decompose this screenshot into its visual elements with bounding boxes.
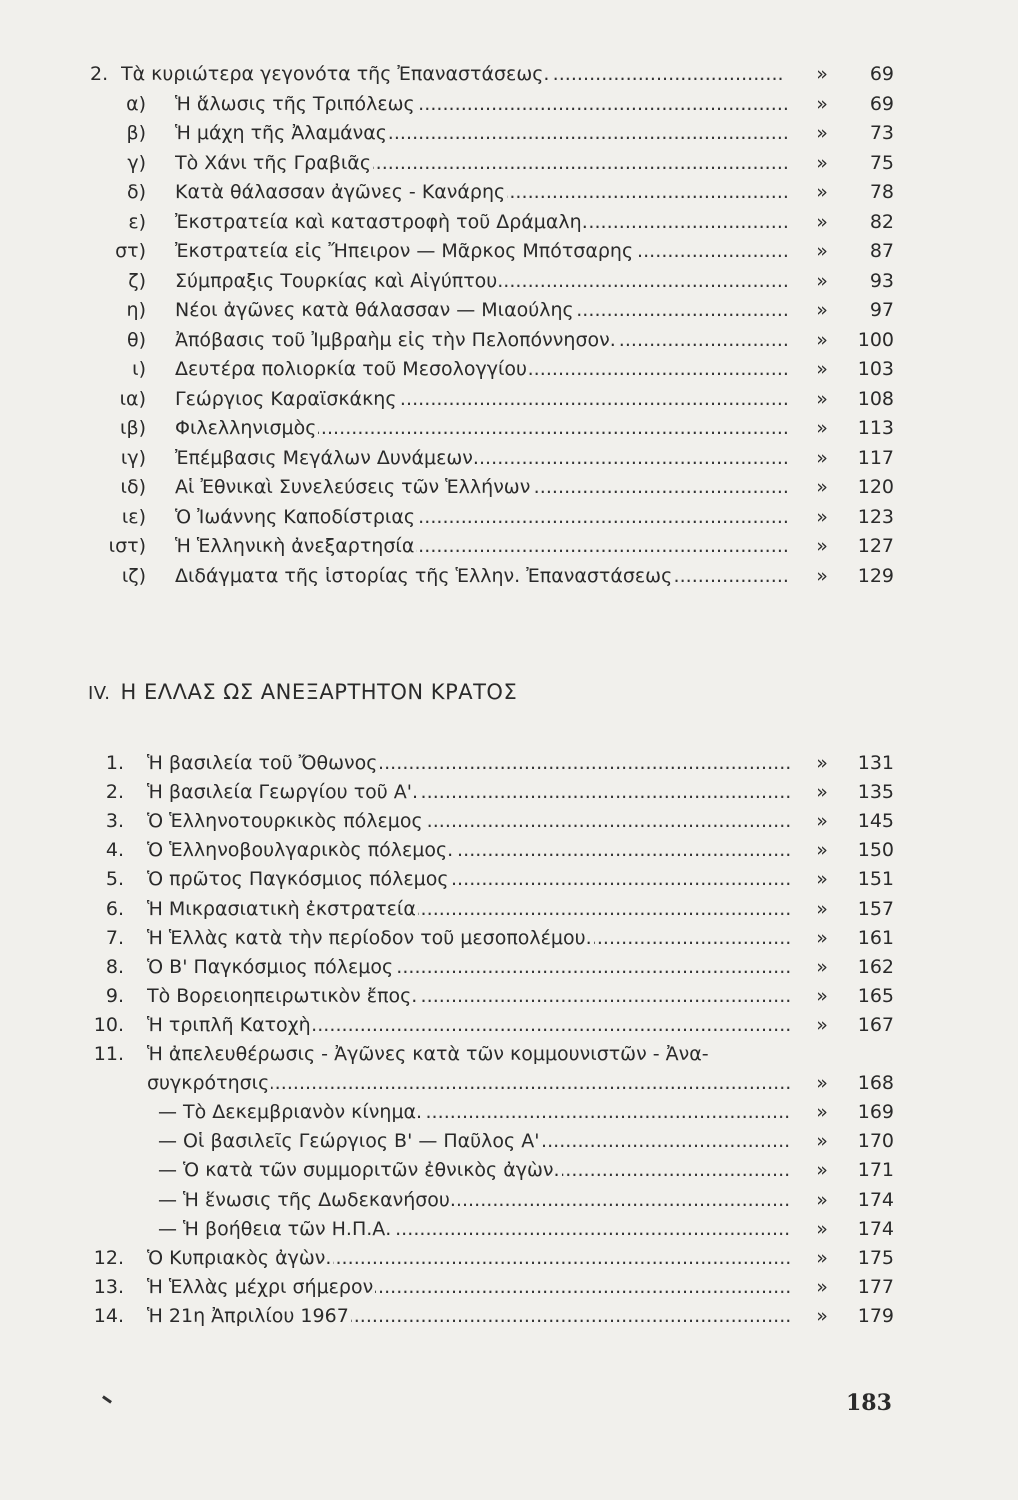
toc-item-title xyxy=(175,384,790,414)
toc-item-title-text: Νέοι ἀγῶνες κατὰ θάλασσαν — Μιαούλης xyxy=(175,299,574,321)
toc-item-title-text: Ἡ βασιλεία Γεωργίου τοῦ Α'. xyxy=(147,781,419,804)
toc-item-title-text: Ἡ 21η Ἀπριλίου 1967 xyxy=(147,1304,349,1327)
toc-item-number: 7. xyxy=(105,926,124,949)
toc-item-number: 2. xyxy=(90,63,109,85)
toc-item-title-text: Φιλελληνισμὸς xyxy=(175,417,317,439)
toc-item-title xyxy=(147,777,790,807)
toc-page-number: 174 xyxy=(857,1217,894,1240)
toc-item-title xyxy=(147,806,790,836)
toc-ditto-mark: » xyxy=(816,926,828,949)
toc-item-title xyxy=(175,295,790,325)
toc-item-number: 4. xyxy=(105,839,124,862)
toc-row xyxy=(0,325,1018,355)
toc-item-title xyxy=(147,1243,790,1273)
toc-page-number: 123 xyxy=(857,505,894,528)
toc-item-number: ιζ) xyxy=(121,564,146,587)
toc-row xyxy=(0,806,1018,836)
toc-item-title xyxy=(147,1010,790,1040)
toc-item-title-text: Ὁ πρῶτος Παγκόσμιος πόλεμος xyxy=(147,868,449,891)
toc-item-title xyxy=(175,325,790,355)
toc-item-number: 2. xyxy=(105,781,124,804)
toc-page-number: 127 xyxy=(857,535,894,557)
toc-item-title xyxy=(158,1097,790,1127)
toc-item-title xyxy=(175,531,790,561)
toc-ditto-mark: » xyxy=(816,535,828,557)
toc-page-number: 131 xyxy=(857,752,894,774)
toc-page-number: 177 xyxy=(857,1275,894,1298)
toc-row xyxy=(0,1185,1018,1215)
toc-ditto-mark: » xyxy=(816,92,828,115)
toc-page-number: 174 xyxy=(857,1188,894,1211)
toc-item-title xyxy=(147,981,790,1011)
toc-item-title-text: Γεώργιος Καραϊσκάκης xyxy=(175,387,397,410)
toc-item-number: 8. xyxy=(105,955,124,978)
toc-ditto-mark: » xyxy=(816,1101,828,1124)
toc-ditto-mark: » xyxy=(816,328,828,351)
toc-row xyxy=(0,894,1018,924)
toc-page-number: 93 xyxy=(869,269,894,292)
toc-ditto-mark: » xyxy=(816,868,828,891)
toc-item-number: δ) xyxy=(126,181,146,203)
toc-row xyxy=(0,561,1018,591)
toc-ditto-mark: » xyxy=(816,387,828,410)
toc-ditto-mark: » xyxy=(816,781,828,804)
toc-item-title-text: — Ἡ ἕνωσις τῆς Δωδεκανήσου. xyxy=(158,1188,456,1211)
toc-item-title xyxy=(121,59,790,89)
toc-item-title-text: — Τὸ Δεκεμβριανὸν κίνημα. xyxy=(158,1101,423,1124)
toc-row xyxy=(0,472,1018,502)
toc-row xyxy=(0,531,1018,561)
toc-item-title-text: Ἡ ἅλωσις τῆς Τριπόλεως xyxy=(175,92,415,115)
toc-ditto-mark: » xyxy=(816,210,828,233)
toc-ditto-mark: » xyxy=(816,564,828,587)
toc-page-number: 117 xyxy=(857,446,894,469)
toc-item-number: 11. xyxy=(93,1043,124,1065)
toc-ditto-mark: » xyxy=(816,897,828,920)
toc-page-number: 145 xyxy=(857,810,894,833)
toc-row xyxy=(0,1126,1018,1156)
toc-item-title-text: Ὁ Κυπριακὸς ἀγὼν. xyxy=(147,1246,332,1269)
toc-ditto-mark: » xyxy=(816,269,828,292)
toc-item-title-text: Κατὰ θάλασσαν ἀγῶνες - Κανάρης xyxy=(175,181,506,203)
toc-item-title-text: Τὸ Χάνι τῆς Γραβιᾶς xyxy=(175,151,371,174)
toc-item-number: στ) xyxy=(115,240,146,262)
toc-row xyxy=(0,1155,1018,1185)
toc-page-number: 69 xyxy=(869,92,894,115)
toc-item-number: ζ) xyxy=(128,269,146,292)
toc-page-number: 169 xyxy=(857,1101,894,1124)
toc-item-title-text: συγκρότησις xyxy=(147,1072,270,1095)
toc-row xyxy=(0,1039,1018,1069)
toc-row xyxy=(0,177,1018,207)
toc-row xyxy=(0,59,1018,89)
toc-row xyxy=(0,981,1018,1011)
toc-item-number: γ) xyxy=(127,151,146,174)
toc-item-title xyxy=(147,952,790,982)
toc-item-number: 14. xyxy=(93,1304,124,1327)
toc-item-title xyxy=(175,118,790,148)
toc-item-number: ι) xyxy=(132,358,146,380)
toc-item-title-text: Ὁ Ἑλληνοβουλγαρικὸς πόλεμος. xyxy=(147,839,454,862)
toc-item-title-text: Αἱ Ἐθνικαὶ Συνελεύσεις τῶν Ἑλλήνων xyxy=(175,476,531,498)
toc-item-title xyxy=(158,1126,790,1156)
toc-ditto-mark: » xyxy=(816,839,828,862)
toc-item-title xyxy=(175,413,790,443)
toc-item-number: 13. xyxy=(93,1275,124,1298)
toc-item-number: θ) xyxy=(126,328,146,351)
toc-item-number: ια) xyxy=(119,387,146,410)
toc-item-number: ιβ) xyxy=(120,417,146,439)
toc-ditto-mark: » xyxy=(816,417,828,439)
toc-item-title xyxy=(147,1272,790,1302)
toc-row xyxy=(0,148,1018,178)
toc-row xyxy=(0,1301,1018,1331)
toc-ditto-mark: » xyxy=(816,505,828,528)
toc-page-number: 100 xyxy=(857,328,894,351)
toc-row xyxy=(0,502,1018,532)
section-4-heading xyxy=(88,680,517,704)
toc-item-title-text: Ὁ Ἰωάννης Καποδίστριας xyxy=(175,505,416,528)
toc-item-title-text: — Ὁ κατὰ τῶν συμμοριτῶν ἐθνικὸς ἀγὼν. xyxy=(158,1159,560,1182)
toc-page-number: 73 xyxy=(869,122,894,144)
toc-page-number: 151 xyxy=(857,868,894,891)
toc-ditto-mark: » xyxy=(816,1130,828,1153)
toc-ditto-mark: » xyxy=(816,1013,828,1036)
toc-item-title-text: Ἡ μάχη τῆς Ἀλαμάνας xyxy=(175,122,387,144)
toc-row xyxy=(0,1010,1018,1040)
toc-ditto-mark: » xyxy=(816,984,828,1007)
toc-ditto-mark: » xyxy=(816,63,828,85)
toc-page-number: 168 xyxy=(857,1072,894,1095)
toc-item-number: 10. xyxy=(93,1013,124,1036)
toc-item-number: 3. xyxy=(105,810,124,833)
toc-page-number: 157 xyxy=(857,897,894,920)
toc-row xyxy=(0,295,1018,325)
toc-ditto-mark: » xyxy=(816,955,828,978)
toc-item-title-text: Διδάγματα τῆς ἱστορίας τῆς Ἑλλην. Ἐπαναστάσεως xyxy=(175,564,673,587)
toc-page-number: 175 xyxy=(857,1246,894,1269)
toc-item-title-text: Ἡ βασιλεία τοῦ Ὄθωνος xyxy=(147,752,378,774)
toc-row xyxy=(0,413,1018,443)
toc-item-title-text: Ἐκστρατεία εἰς Ἤπειρον — Μᾶρκος Μπότσαρης xyxy=(175,240,634,262)
toc-ditto-mark: » xyxy=(816,1072,828,1095)
toc-item-title xyxy=(158,1155,790,1185)
toc-ditto-mark: » xyxy=(816,1217,828,1240)
toc-ditto-mark: » xyxy=(816,1275,828,1298)
toc-page-number: 103 xyxy=(857,358,894,380)
toc-item-title-text: Ἀπόβασις τοῦ Ἰμβραὴμ εἰς τὴν Πελοπόννησον. xyxy=(175,328,616,351)
toc-item-title xyxy=(147,748,790,778)
toc-page-number: 97 xyxy=(869,299,894,321)
toc-item-title-text: — Ἡ βοήθεια τῶν Η.Π.Α. xyxy=(158,1217,392,1240)
toc-item-title xyxy=(158,1185,790,1215)
toc-item-title-text: Τὸ Βορειοηπειρωτικὸν ἔπος. xyxy=(147,984,418,1007)
toc-item-number: 12. xyxy=(93,1246,124,1269)
toc-ditto-mark: » xyxy=(816,122,828,144)
toc-page-number: 135 xyxy=(857,781,894,804)
toc-page-number: 75 xyxy=(869,151,894,174)
toc-item-title xyxy=(175,177,790,207)
toc-page-number: 150 xyxy=(857,839,894,862)
section-4-title: Η ΕΛΛΑΣ ΩΣ ΑΝΕΞΑΡΤΗΤΟΝ ΚΡΑΤΟΣ xyxy=(120,680,518,704)
toc-row xyxy=(0,748,1018,778)
toc-item-number: ε) xyxy=(128,210,146,233)
toc-item-title-text: Ἐκστρατεία καὶ καταστροφὴ τοῦ Δράμαλη. xyxy=(175,210,588,233)
toc-ditto-mark: » xyxy=(816,752,828,774)
toc-item-title xyxy=(147,1039,867,1069)
toc-item-title-text: Ἐπέμβασις Μεγάλων Δυνάμεων. xyxy=(175,446,479,469)
toc-row xyxy=(0,354,1018,384)
toc-item-number: ιε) xyxy=(121,505,146,528)
toc-page-number: 167 xyxy=(857,1013,894,1036)
toc-item-title-text: Ἡ Μικρασιατικὴ ἐκστρατεία xyxy=(147,897,416,920)
toc-item-title-text: Ἡ Ἑλλὰς κατὰ τὴν περίοδον τοῦ μεσοπολέμου. xyxy=(147,926,592,949)
toc-item-title xyxy=(147,835,790,865)
toc-item-title xyxy=(175,354,790,384)
toc-item-title-text: Ἡ τριπλῆ Κατοχὴ xyxy=(147,1013,311,1036)
toc-ditto-mark: » xyxy=(816,299,828,321)
toc-ditto-mark: » xyxy=(816,446,828,469)
toc-ditto-mark: » xyxy=(816,476,828,498)
toc-item-title xyxy=(147,1301,790,1331)
toc-row xyxy=(0,1097,1018,1127)
toc-page-number: 179 xyxy=(857,1304,894,1327)
toc-item-title xyxy=(175,89,790,119)
toc-page-number: 113 xyxy=(857,417,894,439)
toc-ditto-mark: » xyxy=(816,1188,828,1211)
toc-row xyxy=(0,207,1018,237)
toc-row xyxy=(0,1243,1018,1273)
toc-item-title-text: Ὁ Ἑλληνοτουρκικὸς πόλεμος xyxy=(147,810,423,833)
toc-ditto-mark: » xyxy=(816,1159,828,1182)
toc-item-title-text: Τὰ κυριώτερα γεγονότα τῆς Ἐπαναστάσεως. xyxy=(121,63,550,85)
toc-row xyxy=(0,777,1018,807)
toc-row xyxy=(0,384,1018,414)
toc-item-number: ιστ) xyxy=(108,535,146,557)
toc-item-title xyxy=(175,443,790,473)
toc-item-title-text: Ἡ Ἑλλὰς μέχρι σήμερον xyxy=(147,1275,374,1298)
toc-ditto-mark: » xyxy=(816,810,828,833)
toc-item-title xyxy=(175,148,790,178)
toc-item-title xyxy=(175,561,790,591)
toc-item-number: 5. xyxy=(105,868,124,891)
toc-page-number: 69 xyxy=(869,63,894,85)
toc-page-number: 170 xyxy=(857,1130,894,1153)
toc-page-number: 129 xyxy=(857,564,894,587)
toc-item-number: ιδ) xyxy=(120,476,146,498)
toc-ditto-mark: » xyxy=(816,181,828,203)
toc-ditto-mark: » xyxy=(816,240,828,262)
toc-page-number: 82 xyxy=(869,210,894,233)
section-4-roman: IV. xyxy=(88,683,111,704)
toc-item-title-text: Δευτέρα πολιορκία τοῦ Μεσολογγίου xyxy=(175,358,528,380)
toc-row xyxy=(0,443,1018,473)
toc-page-number: 171 xyxy=(857,1159,894,1182)
toc-item-title-text: Ὁ Β' Παγκόσμιος πόλεμος xyxy=(147,955,394,978)
toc-row xyxy=(0,923,1018,953)
toc-row xyxy=(0,1068,1018,1098)
toc-item-title-text: Ἡ Ἑλληνικὴ ἀνεξαρτησία xyxy=(175,535,415,557)
toc-row xyxy=(0,118,1018,148)
page-number: 183 xyxy=(846,1390,892,1416)
toc-page-number: 161 xyxy=(857,926,894,949)
toc-item-title xyxy=(175,207,790,237)
toc-ditto-mark: » xyxy=(816,1246,828,1269)
toc-item-title xyxy=(147,923,790,953)
toc-item-number: 9. xyxy=(105,984,124,1007)
toc-page-number: 87 xyxy=(869,240,894,262)
toc-ditto-mark: » xyxy=(816,1304,828,1327)
toc-item-title-text: — Οἱ βασιλεῖς Γεώργιος Β' — Παῦλος Α' xyxy=(158,1130,540,1153)
toc-row xyxy=(0,835,1018,865)
toc-row xyxy=(0,89,1018,119)
toc-item-number: ιγ) xyxy=(120,446,146,469)
toc-row xyxy=(0,952,1018,982)
toc-item-title xyxy=(175,266,790,296)
toc-row xyxy=(0,1214,1018,1244)
toc-row xyxy=(0,236,1018,266)
toc-page-number: 78 xyxy=(869,181,894,203)
toc-item-title xyxy=(158,1214,790,1244)
toc-page-number: 120 xyxy=(857,476,894,498)
toc-row xyxy=(0,266,1018,296)
toc-item-title xyxy=(147,894,790,924)
toc-item-title xyxy=(147,1068,790,1098)
toc-page-number: 165 xyxy=(857,984,894,1007)
margin-mark xyxy=(102,1395,112,1403)
toc-page-number: 162 xyxy=(857,955,894,978)
toc-row xyxy=(0,864,1018,894)
toc-page-number: 108 xyxy=(857,387,894,410)
toc-item-number: η) xyxy=(126,299,146,321)
toc-item-number: α) xyxy=(126,92,146,115)
toc-item-title xyxy=(175,236,790,266)
toc-item-title xyxy=(175,472,790,502)
toc-item-title-text: Ἡ ἀπελευθέρωσις - Ἀγῶνες κατὰ τῶν κομμουνιστῶν - Ἀνα- xyxy=(147,1043,709,1065)
toc-row xyxy=(0,1272,1018,1302)
toc-item-title xyxy=(175,502,790,532)
toc-ditto-mark: » xyxy=(816,358,828,380)
toc-item-number: 1. xyxy=(105,752,124,774)
toc-item-title-text: Σύμπραξις Τουρκίας καὶ Αἰγύπτου xyxy=(175,269,498,292)
toc-ditto-mark: » xyxy=(816,151,828,174)
toc-item-title xyxy=(147,864,790,894)
toc-item-number: β) xyxy=(126,122,146,144)
toc-item-number: 6. xyxy=(105,897,124,920)
